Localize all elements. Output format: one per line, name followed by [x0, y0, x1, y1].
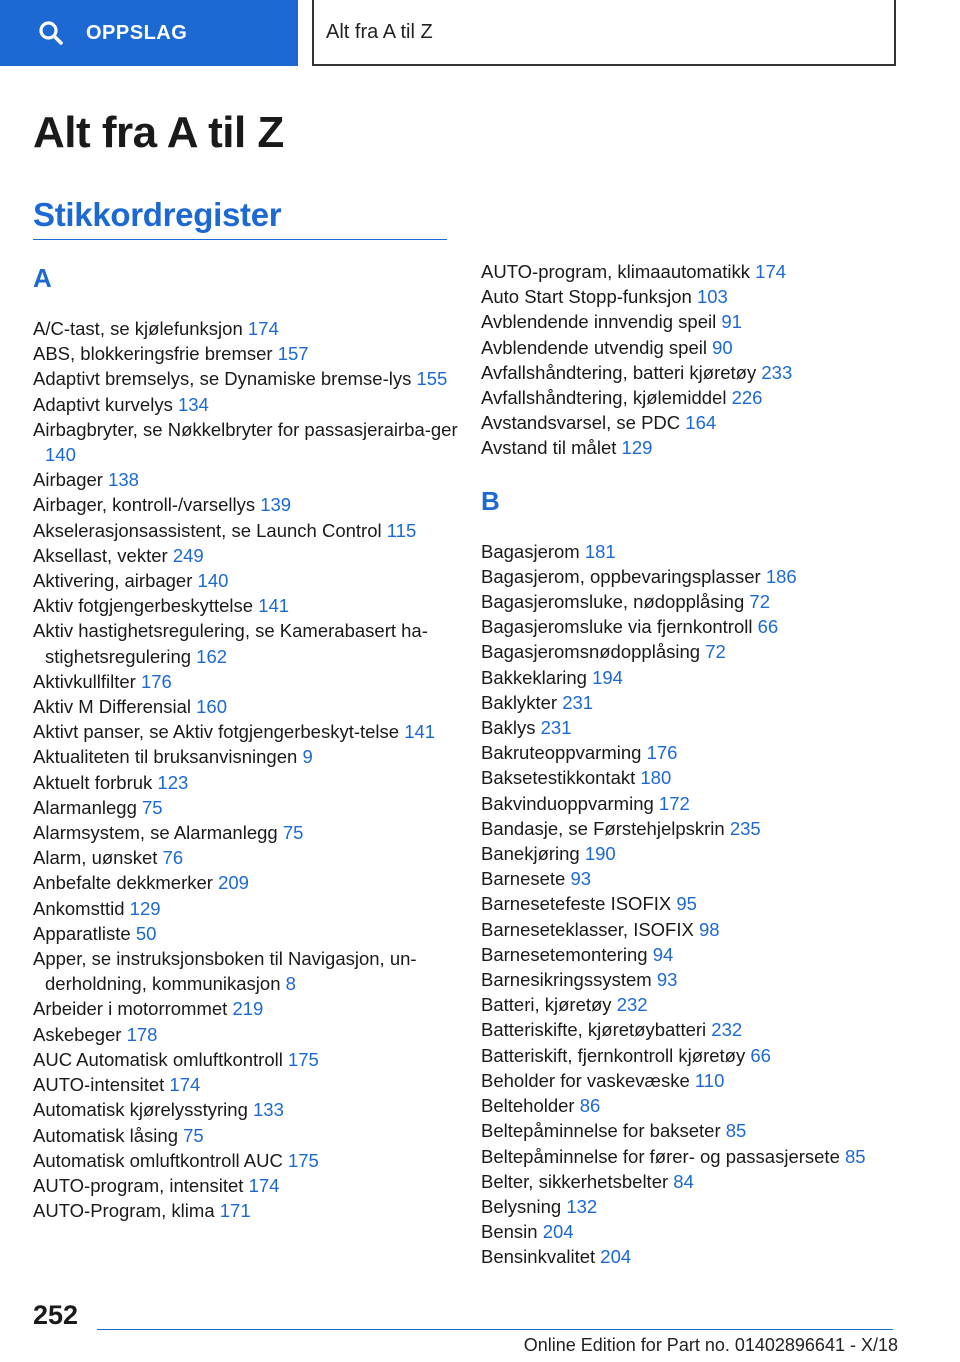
index-entry [481, 1144, 911, 1169]
page-number: 252 [33, 1300, 79, 1330]
index-entry-text: AUTO-intensitet [33, 1074, 165, 1096]
index-entry [481, 539, 911, 564]
index-column-left [33, 262, 463, 1223]
index-entry-text: Bagasjeromsluke via fjernkontroll [481, 616, 753, 638]
search-tab-label: OPPSLAG [86, 21, 188, 44]
index-entry [33, 946, 463, 996]
index-entry [33, 669, 463, 694]
index-entry-page-link[interactable]: 110 [694, 1069, 725, 1091]
index-entry-page-link[interactable]: 66 [750, 1044, 771, 1066]
index-entry-text: Aksellast, vekter [33, 544, 168, 566]
index-entry-page-link[interactable]: 85 [845, 1145, 866, 1167]
index-entry-text: Automatisk kjørelysstyring [33, 1099, 248, 1121]
index-entry-page-link[interactable]: 186 [765, 565, 797, 587]
index-entry-text: Bensin [481, 1221, 538, 1243]
index-entry-text: Askebeger [33, 1023, 122, 1045]
index-entry-page-link[interactable]: 141 [258, 595, 290, 617]
index-entry-text: Airbager [33, 469, 103, 491]
search-icon [38, 20, 64, 46]
index-entry [481, 589, 911, 614]
index-entry [481, 891, 911, 916]
index-entry-page-link[interactable]: 129 [129, 897, 161, 919]
index-entry-page-link[interactable]: 176 [646, 742, 678, 764]
index-entry-text: Bagasjerom [481, 540, 580, 562]
index-entry-text: Bagasjeromsnødopplåsing [481, 641, 701, 663]
index-letter-b: B [481, 485, 500, 516]
index-entry-page-link[interactable]: 162 [196, 645, 228, 667]
index-entry-text: A/C-tast, se kjølefunksjon [33, 318, 243, 339]
index-entry-text: Bakvinduoppvarming [481, 792, 654, 814]
section-title: Stikkordregister [33, 196, 282, 233]
index-entry [481, 614, 911, 639]
index-entry-page-link[interactable]: 84 [673, 1170, 694, 1192]
index-entry [481, 1093, 911, 1118]
index-entry-page-link[interactable]: 134 [177, 393, 209, 415]
index-entry [33, 518, 463, 543]
page-title: Alt fra A til Z [33, 108, 284, 157]
index-entry [481, 765, 911, 790]
index-entry-text: Auto Start Stopp-funksjon [481, 286, 692, 308]
index-entry-text: Adaptivt bremselys, se Dynamiske bremse-lys [33, 368, 412, 390]
index-entry-page-link[interactable]: 176 [140, 670, 172, 692]
index-entry-text: Aktiv hastighetsregulering, se Kamerabasert ha-stighetsregulering [33, 620, 428, 667]
index-entry [481, 435, 911, 460]
index-entry [33, 543, 463, 568]
index-entry-text: Beholder for vaskevæske [481, 1069, 690, 1091]
index-entry-page-link[interactable]: 140 [197, 570, 229, 592]
index-entry-text: Barnesikringssystem [481, 969, 652, 991]
index-entry [481, 1043, 911, 1068]
index-column-right [481, 259, 911, 1270]
index-entry-page-link[interactable]: 138 [108, 469, 139, 491]
index-entry [481, 665, 911, 690]
index-entry-page-link[interactable]: 132 [566, 1195, 598, 1217]
index-entry-text: Ankomsttid [33, 897, 125, 919]
index-entry [33, 1148, 463, 1173]
index-entry-text: Barnesete [481, 868, 566, 890]
index-entry-page-link[interactable]: 93 [656, 969, 678, 991]
index-entry-page-link[interactable]: 115 [386, 519, 417, 541]
index-entry [481, 791, 911, 816]
index-entry-text: Avblendende utvendig speil [481, 336, 707, 358]
index-entry [33, 1072, 463, 1097]
index-entry-text: Belter, sikkerhetsbelter [481, 1170, 669, 1192]
index-entry [33, 492, 463, 517]
header-bar [0, 0, 960, 66]
index-entry-text: Automatisk omluftkontroll AUC [33, 1149, 283, 1171]
index-entry-text: Barneseteklasser, ISOFIX [481, 918, 694, 940]
index-entry-page-link[interactable]: 72 [749, 591, 770, 613]
index-entry-text: AUTO-program, intensitet [33, 1174, 244, 1196]
index-entry-text: Adaptivt kurvelys [33, 393, 173, 415]
index-entry [33, 820, 463, 845]
index-entry-page-link[interactable]: 175 [287, 1048, 319, 1070]
index-entry [33, 417, 463, 467]
index-entry-text: Apper, se instruksjonsboken til Navigasjon, un-derholdning, kommunikasjon [33, 948, 417, 995]
index-entry [33, 896, 463, 921]
index-entry-text: Bandasje, se Førstehjelpskrin [481, 817, 725, 839]
index-entry-text: AUC Automatisk omluftkontroll [33, 1048, 283, 1070]
index-entry [481, 942, 911, 967]
index-entry [481, 1017, 911, 1042]
index-entry-text: Aktivering, airbager [33, 570, 193, 592]
index-entry-page-link[interactable]: 172 [658, 792, 690, 814]
search-tab-button[interactable] [0, 0, 298, 66]
index-entry-page-link[interactable]: 90 [712, 336, 733, 358]
index-entry-text: Airbagbryter, se Nøkkelbryter for passasjerairba-ger [33, 418, 458, 440]
index-entry-page-link[interactable]: 9 [302, 746, 313, 768]
index-entry-page-link[interactable]: 235 [729, 817, 761, 839]
index-entry [481, 917, 911, 942]
index-entry-page-link[interactable]: 174 [248, 1174, 280, 1196]
index-entry-page-link[interactable]: 231 [540, 717, 572, 739]
index-entry-page-link[interactable]: 174 [169, 1074, 201, 1096]
index-entry-text: Alarm, uønsket [33, 847, 158, 869]
index-entry-page-link[interactable]: 93 [570, 868, 592, 890]
index-entry [33, 316, 463, 341]
index-entry [481, 740, 911, 765]
index-entry [481, 564, 911, 589]
index-entry-text: Bagasjerom, oppbevaringsplasser [481, 565, 761, 587]
index-entry-text: AUTO-Program, klima [33, 1200, 215, 1222]
index-entry-text: Barnesetefeste ISOFIX [481, 893, 672, 915]
index-entry-page-link[interactable]: 75 [142, 796, 163, 818]
index-entry-page-link[interactable]: 75 [282, 822, 304, 844]
index-entry [33, 366, 463, 391]
index-entry [33, 744, 463, 769]
index-entry-page-link[interactable]: 232 [711, 1019, 743, 1041]
index-entry [481, 1169, 911, 1194]
index-entry-page-link[interactable]: 129 [621, 437, 653, 459]
index-entry-page-link[interactable]: 231 [562, 691, 594, 713]
index-list-right-a [481, 259, 911, 461]
index-letter-a: A [33, 263, 52, 293]
index-entry [481, 259, 911, 284]
index-entry-page-link[interactable]: 66 [757, 616, 779, 638]
index-entry-text: Baklykter [481, 691, 558, 713]
index-entry-page-link[interactable]: 98 [698, 918, 720, 940]
index-entry [481, 816, 911, 841]
index-entry-text: Arbeider i motorrommet [33, 998, 228, 1020]
index-entry-page-link[interactable]: 75 [183, 1124, 204, 1146]
index-entry-text: Baksetestikkontakt [481, 767, 636, 789]
index-entry [481, 690, 911, 715]
index-entry-text: Bakkeklaring [481, 666, 587, 688]
index-entry [33, 719, 463, 744]
index-entry-text: Avfallshåndtering, kjølemiddel [481, 387, 727, 409]
index-entry-page-link[interactable]: 139 [260, 494, 292, 516]
index-entry [33, 341, 463, 366]
index-entry-text: Batteri, kjøretøy [481, 994, 612, 1016]
index-entry [33, 770, 463, 795]
index-entry-text: Aktuelt forbruk [33, 771, 153, 793]
index-entry-page-link[interactable]: 123 [157, 771, 189, 793]
index-entry [33, 392, 463, 417]
index-entry [33, 1173, 463, 1198]
index-entry-page-link[interactable]: 160 [196, 696, 227, 718]
index-entry [33, 795, 463, 820]
index-entry-text: Aktiv M Differensial [33, 696, 191, 718]
index-entry-page-link[interactable]: 180 [640, 767, 672, 789]
index-entry-text: Anbefalte dekkmerker [33, 872, 213, 894]
index-entry [33, 1047, 463, 1072]
index-entry-text: Alarmanlegg [33, 796, 137, 818]
index-entry-text: AUTO-program, klimaautomatikk [481, 261, 751, 282]
index-entry-text: Batteriskifte, kjøretøybatteri [481, 1019, 707, 1041]
index-entry [33, 1097, 463, 1122]
index-entry-text: Belysning [481, 1195, 562, 1217]
index-entry-page-link[interactable]: 94 [652, 943, 674, 965]
index-entry [481, 1194, 911, 1219]
index-entry-text: Avblendende innvendig speil [481, 311, 717, 333]
section-divider [33, 239, 447, 240]
index-entry [33, 921, 463, 946]
index-entry-text: Banekjøring [481, 843, 580, 865]
chapter-tab-label: Alt fra A til Z [326, 20, 433, 43]
index-entry [481, 1244, 911, 1269]
index-entry [33, 618, 463, 668]
index-entry-text: Barnesetemontering [481, 943, 648, 965]
index-entry-page-link[interactable]: 226 [731, 387, 763, 409]
index-entry-page-link[interactable]: 95 [676, 893, 697, 915]
index-entry-text: Bensinkvalitet [481, 1246, 596, 1268]
index-entry [481, 1068, 911, 1093]
index-entry [481, 715, 911, 740]
index-entry [33, 593, 463, 618]
index-entry-page-link[interactable]: 190 [584, 843, 616, 865]
index-entry [33, 870, 463, 895]
footer-divider [97, 1329, 893, 1330]
index-entry-page-link[interactable]: 86 [579, 1095, 601, 1117]
index-entry-text: Avstand til målet [481, 437, 617, 459]
footer-edition-text: Online Edition for Part no. 01402896641 - X/18 [523, 1335, 898, 1355]
index-entry [481, 284, 911, 309]
index-entry-page-link[interactable]: 204 [600, 1246, 632, 1268]
index-entry-text: Automatisk låsing [33, 1124, 178, 1146]
index-entry-page-link[interactable]: 85 [725, 1120, 747, 1142]
index-entry [481, 360, 911, 385]
index-list-right-b [481, 539, 911, 1270]
index-entry-page-link[interactable]: 178 [126, 1023, 158, 1045]
index-entry-page-link[interactable]: 249 [172, 544, 204, 566]
index-entry-text: Aktivkullfilter [33, 670, 136, 692]
index-entry-text: Avstandsvarsel, se PDC [481, 412, 681, 434]
index-entry-page-link[interactable]: 233 [761, 361, 793, 383]
index-entry-page-link[interactable]: 72 [705, 641, 726, 663]
index-entry-page-link[interactable]: 91 [721, 311, 742, 333]
index-entry-page-link[interactable]: 50 [135, 922, 157, 944]
index-entry-page-link[interactable]: 204 [542, 1221, 574, 1243]
index-entry-page-link[interactable]: 133 [253, 1099, 284, 1121]
index-entry [33, 1123, 463, 1148]
index-entry-text: Akselerasjonsassistent, se Launch Control [33, 519, 382, 541]
index-entry [33, 568, 463, 593]
index-entry [481, 335, 911, 360]
index-entry-text: Beltepåminnelse for fører- og passasjersete [481, 1145, 840, 1167]
index-entry-text: Bakruteoppvarming [481, 742, 642, 764]
index-entry-page-link[interactable]: 140 [45, 444, 76, 466]
index-entry [33, 996, 463, 1021]
index-entry-page-link[interactable]: 155 [416, 368, 448, 390]
index-entry-page-link[interactable]: 181 [584, 540, 616, 562]
index-entry-text: Belteholder [481, 1095, 575, 1117]
index-entry [33, 1198, 463, 1223]
index-entry-text: Baklys [481, 717, 536, 739]
index-entry-page-link[interactable]: 232 [616, 994, 648, 1016]
index-entry-page-link[interactable]: 194 [592, 666, 623, 688]
index-entry [481, 866, 911, 891]
index-entry-text: ABS, blokkeringsfrie bremser [33, 343, 273, 365]
index-entry-page-link[interactable]: 219 [232, 998, 264, 1020]
index-list-left [33, 316, 463, 1223]
index-entry-text: Aktiv fotgjengerbeskyttelse [33, 595, 254, 617]
index-entry [481, 992, 911, 1017]
index-entry-text: Aktualiteten til bruksanvisningen [33, 746, 298, 768]
index-entry [481, 841, 911, 866]
index-entry-page-link[interactable]: 103 [696, 286, 728, 308]
index-entry-text: Aktivt panser, se Aktiv fotgjengerbeskyt-telse [33, 721, 400, 743]
index-entry [481, 967, 911, 992]
index-entry [481, 1219, 911, 1244]
chapter-tab[interactable] [312, 0, 896, 66]
index-entry-page-link[interactable]: 174 [755, 261, 787, 282]
index-entry-page-link[interactable]: 175 [287, 1149, 319, 1171]
index-entry-text: Avfallshåndtering, batteri kjøretøy [481, 361, 757, 383]
index-entry [33, 467, 463, 492]
index-entry-text: Airbager, kontroll-/varsellys [33, 494, 256, 516]
index-entry [481, 410, 911, 435]
index-entry-page-link[interactable]: 174 [247, 318, 279, 339]
index-entry [33, 694, 463, 719]
index-entry-page-link[interactable]: 171 [219, 1200, 251, 1222]
index-entry-page-link[interactable]: 76 [162, 847, 184, 869]
index-entry [33, 845, 463, 870]
index-entry-page-link[interactable]: 157 [277, 343, 309, 365]
index-entry-text: Batteriskift, fjernkontroll kjøretøy [481, 1044, 746, 1066]
index-entry [481, 309, 911, 334]
index-entry [481, 639, 911, 664]
index-entry [33, 1022, 463, 1047]
index-entry-text: Bagasjeromsluke, nødopplåsing [481, 591, 745, 613]
index-entry-page-link[interactable]: 8 [285, 973, 296, 995]
index-entry [481, 1118, 911, 1143]
index-entry [481, 385, 911, 410]
index-entry-page-link[interactable]: 141 [404, 721, 436, 743]
index-entry-page-link[interactable]: 164 [685, 412, 717, 434]
index-entry-page-link[interactable]: 209 [218, 872, 249, 894]
index-entry-text: Apparatliste [33, 922, 131, 944]
index-entry-text: Beltepåminnelse for bakseter [481, 1120, 721, 1142]
index-entry-text: Alarmsystem, se Alarmanlegg [33, 822, 278, 844]
